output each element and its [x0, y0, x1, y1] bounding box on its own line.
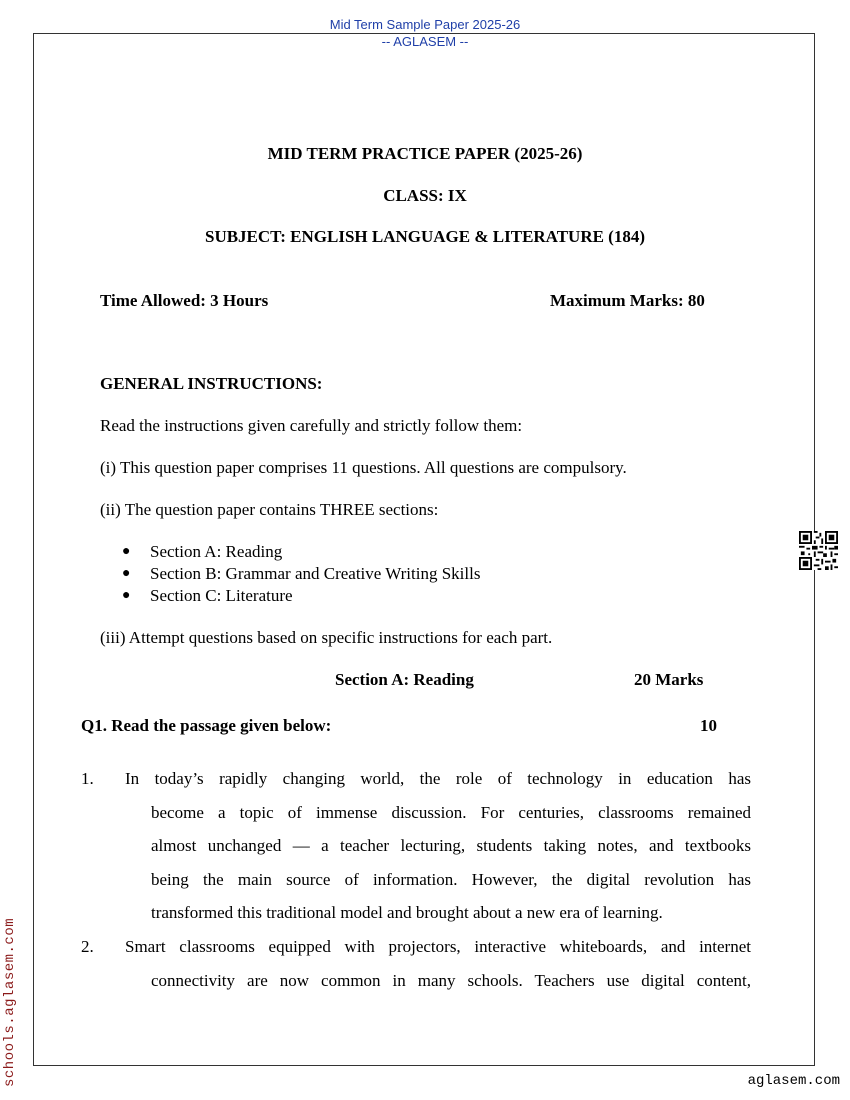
passage-paragraph-2 — [81, 930, 751, 1000]
time-allowed: Time Allowed: 3 Hours — [100, 291, 269, 310]
instruction-ii: (ii) The question paper contains THREE sections: — [100, 500, 439, 519]
bottom-watermark: aglasem.com — [747, 1073, 840, 1089]
paragraph-line: Smart classrooms equipped with projectors, interactive whiteboards, and internet — [125, 937, 751, 956]
paragraph-line: transformed this traditional model and brought about a new era of learning. — [151, 903, 663, 923]
instructions-heading: GENERAL INSTRUCTIONS: — [100, 374, 323, 393]
list-item: ● Section A: Reading — [122, 542, 283, 561]
section-a-marks: 20 Marks — [634, 670, 704, 689]
instructions-intro: Read the instructions given carefully and strictly follow them: — [100, 416, 523, 435]
sections-list — [100, 541, 480, 607]
side-watermark: schools.aglasem.com — [2, 917, 18, 1087]
class-title: CLASS: IX — [383, 186, 467, 205]
instruction-i: (i) This question paper comprises 11 questions. All questions are compulsory. — [100, 458, 627, 477]
passage-paragraph-1 — [81, 762, 751, 932]
paragraph-line: become a topic of immense discussion. For centuries, classrooms remained — [151, 802, 751, 822]
paper-title: MID TERM PRACTICE PAPER (2025-26) — [267, 144, 583, 163]
paragraph-line: being the main source of information. However, the digital revolution has — [151, 869, 751, 889]
bullet-icon: ● — [122, 566, 131, 581]
list-item: ● Section B: Grammar and Creative Writing Skills — [122, 564, 481, 583]
header-brand: -- AGLASEM -- — [381, 34, 469, 49]
paragraph-number: 2. — [81, 937, 94, 956]
instruction-iii: (iii) Attempt questions based on specific instructions for each part. — [100, 628, 553, 647]
paragraph-line: connectivity are now common in many schools. Teachers use digital content, — [151, 970, 751, 990]
qr-code-icon — [799, 531, 838, 570]
q1-marks: 10 — [700, 716, 717, 735]
paragraph-line: In today’s rapidly changing world, the role of technology in education has — [125, 769, 751, 788]
q1-prompt: Q1. Read the passage given below: — [81, 716, 332, 735]
subject-title: SUBJECT: ENGLISH LANGUAGE & LITERATURE (184) — [204, 227, 646, 246]
list-item: ● Section C: Literature — [122, 586, 293, 605]
paragraph-number: 1. — [81, 769, 94, 788]
maximum-marks: Maximum Marks: 80 — [550, 291, 705, 310]
bullet-icon: ● — [122, 588, 131, 603]
bullet-icon: ● — [122, 544, 131, 559]
section-a-title: Section A: Reading — [335, 670, 474, 689]
paragraph-line: almost unchanged — a teacher lecturing, students taking notes, and textbooks — [151, 836, 751, 856]
header-title: Mid Term Sample Paper 2025-26 — [329, 17, 521, 32]
